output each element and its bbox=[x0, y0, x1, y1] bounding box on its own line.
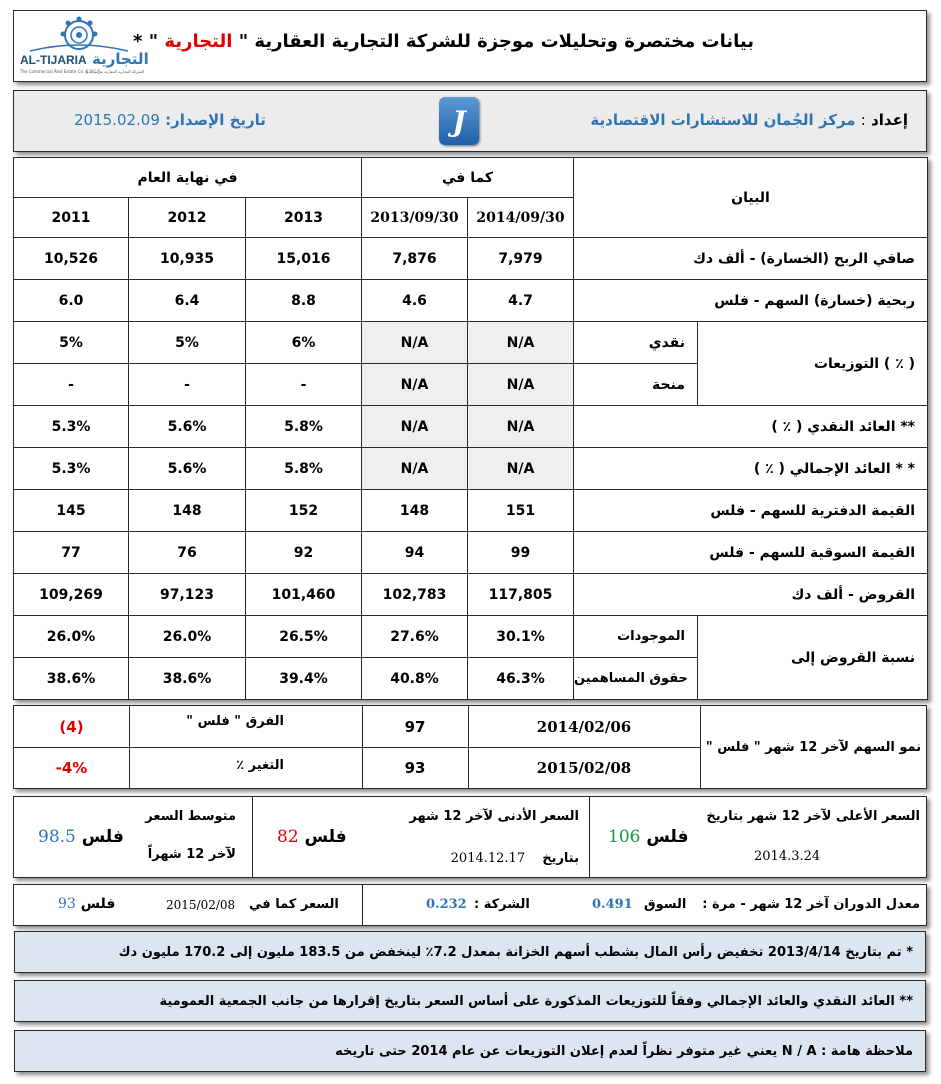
note-3: ملاحظة هامة : N / A يعني غير متوفر نظراً لعدم إعلان التوزيعات عن عام 2014 حتى تاريخه bbox=[14, 1030, 926, 1072]
cell: N/A bbox=[362, 322, 468, 364]
col-2014-09-30: 2014/09/30 bbox=[468, 198, 574, 238]
diff-label: الفرق " فلس " bbox=[186, 714, 284, 729]
price-value-row bbox=[44, 896, 115, 912]
growth-val1: 97 bbox=[404, 717, 426, 736]
company-value: 0.232 bbox=[426, 897, 467, 912]
col-2011: 2011 bbox=[14, 198, 129, 238]
cell: 39.4% bbox=[246, 658, 362, 700]
cell: - bbox=[246, 364, 362, 406]
title-main: بيانات مختصرة وتحليلات موجزة للشركة التجارية العقارية bbox=[254, 31, 754, 52]
cell: 30.1% bbox=[468, 616, 574, 658]
cell: 99 bbox=[468, 532, 574, 574]
cell: 5% bbox=[129, 322, 246, 364]
prepared-by bbox=[590, 111, 908, 129]
col-2013: 2013 bbox=[246, 198, 362, 238]
cell: 5% bbox=[14, 322, 129, 364]
cell: 10,526 bbox=[14, 238, 129, 280]
diff-value: (4) bbox=[59, 717, 84, 736]
change-value: -4% bbox=[55, 759, 88, 777]
cell: - bbox=[14, 364, 129, 406]
cell: 145 bbox=[14, 490, 129, 532]
header-box bbox=[13, 10, 927, 82]
emblem-letter: J bbox=[452, 104, 466, 138]
price-date: 2015/02/08 bbox=[166, 898, 236, 912]
cell: 92 bbox=[246, 532, 362, 574]
table-row bbox=[14, 238, 928, 280]
cell: 5.3% bbox=[14, 406, 129, 448]
prepared-label: إعداد bbox=[871, 111, 908, 129]
cell: 4.7 bbox=[468, 280, 574, 322]
table-row bbox=[14, 490, 928, 532]
avg-title2: لآخر 12 شهراً bbox=[147, 847, 236, 862]
as-of-header: كما في bbox=[362, 158, 574, 198]
cell: 26.0% bbox=[14, 616, 129, 658]
market-label: السوق bbox=[644, 897, 687, 912]
title-quote-open: " bbox=[238, 31, 249, 52]
cell: 109,269 bbox=[14, 574, 129, 616]
cell: 5.6% bbox=[129, 448, 246, 490]
note-1: * تم بتاريخ 2013/4/14 تخفيض رأس المال بشطب أسهم الخزانة بمعدل 7.2٪ لينخفض من 183.5 مليون إلى 170.2 مليون دك bbox=[14, 931, 926, 973]
avg-title1: متوسط السعر bbox=[145, 809, 236, 824]
cell: 7,979 bbox=[468, 238, 574, 280]
company-label: الشركة : bbox=[474, 897, 530, 912]
avg-value: 98.5 bbox=[38, 827, 76, 847]
cell: 10,935 bbox=[129, 238, 246, 280]
low-date: 2014.12.17 bbox=[450, 851, 526, 866]
table-header-row bbox=[14, 158, 928, 198]
row-label: نسبة القروض إلى bbox=[698, 616, 928, 700]
growth-label: نمو السهم لآخر 12 شهر " فلس " bbox=[705, 739, 922, 755]
cell: 5.8% bbox=[246, 448, 362, 490]
cell: 97,123 bbox=[129, 574, 246, 616]
cell: 117,805 bbox=[468, 574, 574, 616]
cell: 6% bbox=[246, 322, 362, 364]
cell: 5.3% bbox=[14, 448, 129, 490]
prepared-box bbox=[13, 90, 927, 152]
prepared-value: مركز الجُمان للاستشارات الاقتصادية bbox=[590, 111, 856, 129]
low-unit: فلس bbox=[304, 827, 347, 847]
growth-date2: 2015/02/08 bbox=[536, 759, 632, 777]
row-sublabel: نقدي bbox=[574, 322, 698, 364]
row-label: ربحية (خسارة) السهم - فلس bbox=[574, 280, 928, 322]
high-date: 2014.3.24 bbox=[754, 849, 821, 864]
cell: 102,783 bbox=[362, 574, 468, 616]
logo-en-text: AL-TIJARIA bbox=[20, 53, 87, 67]
avg-unit: فلس bbox=[81, 827, 124, 847]
row-sublabel: حقوق المساهمين bbox=[574, 658, 698, 700]
high-unit: فلس bbox=[646, 827, 689, 847]
row-label: القيمة السوقية للسهم - فلس bbox=[574, 532, 928, 574]
cell: 4.6 bbox=[362, 280, 468, 322]
low-date-label: بتاريخ bbox=[542, 851, 579, 866]
cell: 8.8 bbox=[246, 280, 362, 322]
financial-table bbox=[13, 157, 928, 700]
cell: 7,876 bbox=[362, 238, 468, 280]
divider bbox=[252, 797, 253, 877]
cell: 76 bbox=[129, 532, 246, 574]
cell: 6.4 bbox=[129, 280, 246, 322]
prepared-colon: : bbox=[860, 111, 866, 129]
cell: N/A bbox=[468, 322, 574, 364]
prices-box bbox=[13, 796, 927, 878]
year-end-header: في نهاية العام bbox=[14, 158, 362, 198]
emblem-icon bbox=[439, 97, 479, 145]
row-label: ** العائد النقدي ( ٪ ) bbox=[574, 406, 928, 448]
low-date-row bbox=[409, 847, 579, 866]
turnover-label: معدل الدوران آخر 12 شهر - مرة : bbox=[702, 897, 920, 912]
price-unit: فلس bbox=[80, 896, 116, 912]
cell: 27.6% bbox=[362, 616, 468, 658]
bayan-header: البيان bbox=[574, 158, 928, 238]
cell: N/A bbox=[362, 364, 468, 406]
issue-date bbox=[74, 111, 266, 129]
turnover-box bbox=[13, 884, 927, 926]
issue-label: تاريخ الإصدار: bbox=[165, 111, 266, 129]
cell: 38.6% bbox=[14, 658, 129, 700]
title-quote-close: " bbox=[148, 31, 159, 52]
col-2013-09-30: 2013/09/30 bbox=[362, 198, 468, 238]
table-row bbox=[14, 406, 928, 448]
cell: 151 bbox=[468, 490, 574, 532]
price-as-of-label: السعر كما في bbox=[249, 897, 339, 912]
cell: 101,460 bbox=[246, 574, 362, 616]
cell: 152 bbox=[246, 490, 362, 532]
cell: N/A bbox=[362, 406, 468, 448]
cell: 38.6% bbox=[129, 658, 246, 700]
cell: 26.5% bbox=[246, 616, 362, 658]
low-price bbox=[269, 827, 347, 847]
avg-price bbox=[32, 827, 124, 847]
title-company: التجارية bbox=[164, 31, 233, 52]
logo-emblem-icon bbox=[20, 13, 138, 55]
cell: N/A bbox=[468, 364, 574, 406]
cell: - bbox=[129, 364, 246, 406]
logo-sub-en: The Commercial Real Estate Co. K.S.C.P bbox=[20, 69, 100, 74]
row-sublabel: الموجودات bbox=[574, 616, 698, 658]
col-2012: 2012 bbox=[129, 198, 246, 238]
high-price bbox=[600, 827, 688, 847]
cell: 148 bbox=[362, 490, 468, 532]
company-logo bbox=[20, 13, 149, 79]
market-value: 0.491 bbox=[592, 897, 633, 912]
growth-val2: 93 bbox=[404, 759, 426, 777]
low-value: 82 bbox=[277, 827, 299, 847]
divider bbox=[589, 797, 590, 877]
table-row bbox=[14, 574, 928, 616]
cell: 148 bbox=[129, 490, 246, 532]
cell: 40.8% bbox=[362, 658, 468, 700]
cell: 46.3% bbox=[468, 658, 574, 700]
high-value: 106 bbox=[608, 827, 641, 847]
cell: N/A bbox=[468, 406, 574, 448]
low-title: السعر الأدنى لآخر 12 شهر bbox=[409, 809, 579, 824]
logo-ar-text: التجارية bbox=[92, 50, 149, 68]
cell: 5.8% bbox=[246, 406, 362, 448]
cell: 94 bbox=[362, 532, 468, 574]
table-row bbox=[14, 322, 928, 364]
row-label: التوزيعات ( ٪ ) bbox=[698, 322, 928, 406]
cell: 26.0% bbox=[129, 616, 246, 658]
row-label: صافي الربح (الخسارة) - ألف دك bbox=[574, 238, 928, 280]
table-row bbox=[14, 532, 928, 574]
cell: N/A bbox=[468, 448, 574, 490]
cell: 15,016 bbox=[246, 238, 362, 280]
table-row bbox=[14, 448, 928, 490]
note-2: ** العائد النقدي والعائد الإجمالي وفقاً للتوزيعات المذكورة على أساس السعر بتاريخ إقرارها من جانب الجمعية العمومية bbox=[14, 980, 926, 1022]
growth-date1: 2014/02/06 bbox=[536, 717, 632, 736]
cell: 5.6% bbox=[129, 406, 246, 448]
growth-box bbox=[13, 705, 927, 789]
row-label: القيمة الدفترية للسهم - فلس bbox=[574, 490, 928, 532]
cell: N/A bbox=[362, 448, 468, 490]
divider bbox=[362, 885, 363, 925]
cell: 77 bbox=[14, 532, 129, 574]
high-title: السعر الأعلى لآخر 12 شهر بتاريخ bbox=[706, 809, 920, 824]
title-star: * bbox=[133, 31, 143, 52]
row-label: القروض - ألف دك bbox=[574, 574, 928, 616]
page-title bbox=[133, 31, 754, 61]
divider bbox=[129, 706, 130, 788]
issue-value: 2015.02.09 bbox=[74, 111, 160, 129]
table-row bbox=[14, 616, 928, 658]
row-sublabel: منحة bbox=[574, 364, 698, 406]
price-value: 93 bbox=[58, 896, 76, 912]
cell: 6.0 bbox=[14, 280, 129, 322]
change-label: التغير ٪ bbox=[236, 758, 284, 773]
table-row bbox=[14, 280, 928, 322]
row-label: * * العائد الإجمالي ( ٪ ) bbox=[574, 448, 928, 490]
logo-sub-ar: الشركة التجارية العقارية ش.م.ك.ع bbox=[86, 69, 145, 74]
